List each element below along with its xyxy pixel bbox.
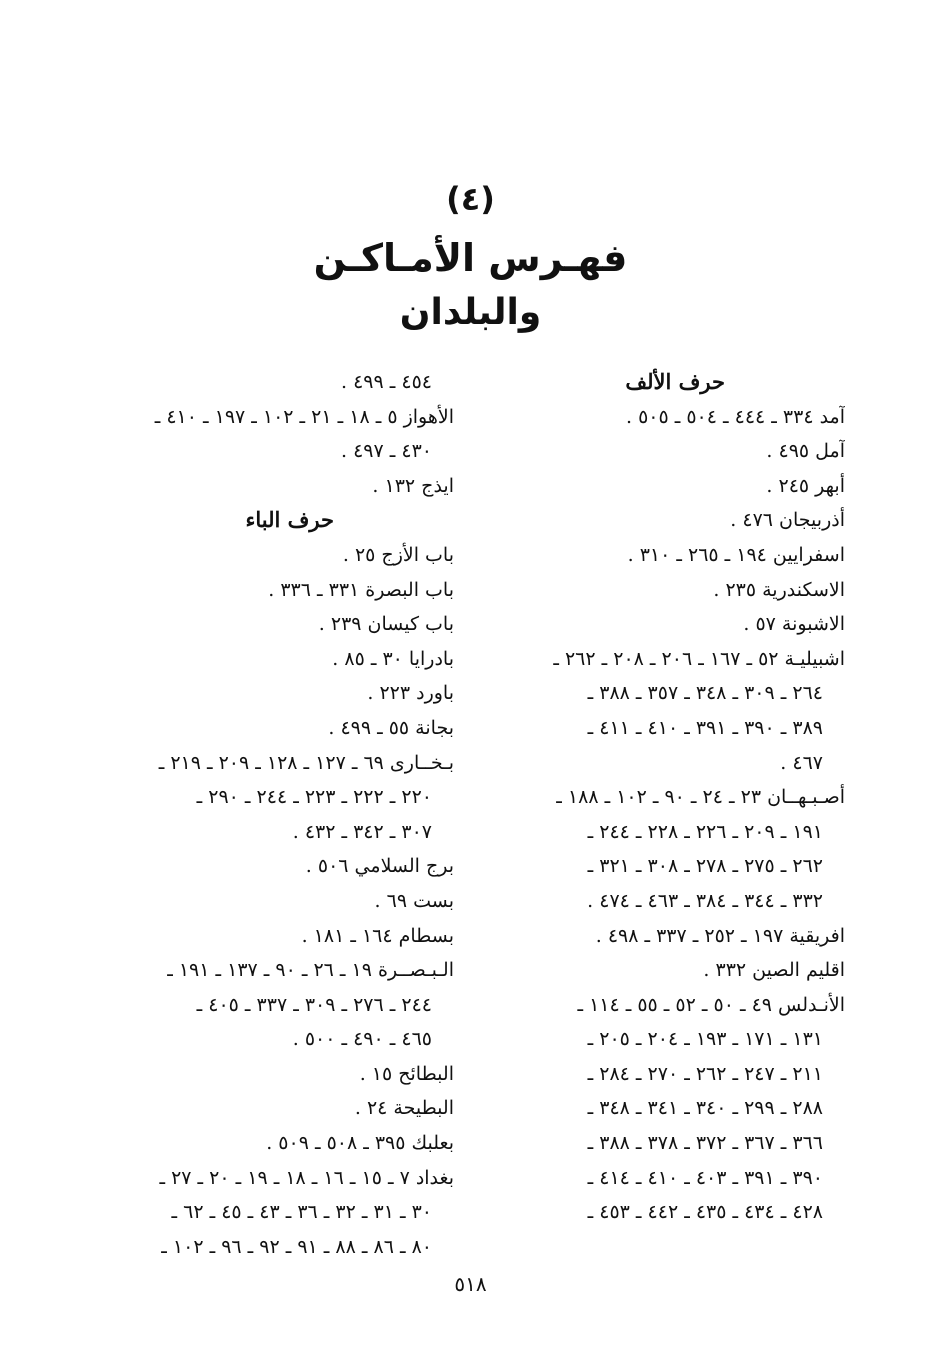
entry-continuation: ٣٠٧ ـ ٣٤٢ ـ ٤٣٢ . [292, 820, 432, 843]
index-entry: اشبيليـة ٥٢ ـ ١٦٧ ـ ٢٠٦ ـ ٢٠٨ ـ ٢٦٢ ـ [553, 647, 845, 670]
page-title: فهـرس الأمـاكـن [313, 236, 628, 280]
index-entry: باب البصرة ٣٣١ ـ ٣٣٦ . [268, 578, 454, 601]
index-entry: بجانة ٥٥ ـ ٤٩٩ . [328, 716, 454, 739]
entry-continuation: ٢٨٨ ـ ٢٩٩ ـ ٣٤٠ ـ ٣٤١ ـ ٣٤٨ ـ [587, 1097, 823, 1120]
index-entry: الأنـدلس ٤٩ ـ ٥٠ ـ ٥٢ ـ ٥٥ ـ ١١٤ ـ [577, 993, 845, 1016]
page-subtitle: والبلدان [399, 292, 542, 333]
entry-continuation: ٤٣٠ ـ ٤٩٧ . [341, 440, 432, 463]
entry-continuation: ٢٦٢ ـ ٢٧٥ ـ ٢٧٨ ـ ٣٠٨ ـ ٣٢١ ـ [587, 855, 823, 878]
index-entry: الـبـصــرة ١٩ ـ ٢٦ ـ ٩٠ ـ ١٣٧ ـ ١٩١ ـ [167, 959, 454, 982]
index-entry: باب كيسان ٢٣٩ . [318, 613, 454, 636]
index-entry: البطائح ١٥ . [359, 1062, 454, 1085]
index-entry: بسطام ١٦٤ ـ ١٨١ . [301, 924, 454, 947]
index-entry: ايذج ١٣٢ . [372, 474, 454, 497]
index-entry: بست ٦٩ . [374, 889, 454, 912]
index-entry: اقليم الصين ٣٣٢ . [703, 959, 845, 982]
index-entry: أصـبـهــان ٢٣ ـ ٢٤ ـ ٩٠ ـ ١٠٢ ـ ١٨٨ ـ [556, 786, 845, 809]
index-entry: آمل ٤٩٥ . [766, 440, 845, 463]
entry-continuation: ٢١١ ـ ٢٤٧ ـ ٢٦٢ ـ ٢٧٠ ـ ٢٨٤ ـ [587, 1062, 823, 1085]
entry-continuation: ١٣١ ـ ١٧١ ـ ١٩٣ ـ ٢٠٤ ـ ٢٠٥ ـ [587, 1028, 823, 1051]
entry-continuation: ٣٨٩ ـ ٣٩٠ ـ ٣٩١ ـ ٤١٠ ـ ٤١١ ـ [587, 716, 823, 739]
entry-continuation: ٤٥٤ ـ ٤٩٩ . [341, 371, 432, 393]
entry-continuation: ١٩١ ـ ٢٠٩ ـ ٢٢٦ ـ ٢٢٨ ـ ٢٤٤ ـ [587, 820, 823, 843]
index-entry: باب الأزج ٢٥ . [342, 543, 454, 566]
entry-continuation: ٤٦٧ . [780, 751, 823, 774]
section-number: (٤) [446, 180, 495, 218]
index-entry: أبهر ٢٤٥ . [766, 474, 845, 497]
entry-continuation: ٢٦٤ ـ ٣٠٩ ـ ٣٤٨ ـ ٣٥٧ ـ ٣٨٨ ـ [587, 682, 823, 705]
index-entry: برج السلامي ٥٠٦ . [305, 855, 454, 878]
index-entry: الاسكندرية ٢٣٥ . [713, 578, 845, 601]
index-entry: افريقية ١٩٧ ـ ٢٥٢ ـ ٣٣٧ ـ ٤٩٨ . [595, 924, 845, 947]
letter-heading: حرف الألف [625, 369, 725, 394]
entry-continuation: ٢٤٤ ـ ٢٧٦ ـ ٣٠٩ ـ ٣٣٧ ـ ٤٠٥ ـ [196, 993, 432, 1016]
entry-continuation: ٣٣٢ ـ ٣٤٤ ـ ٣٨٤ ـ ٤٦٣ ـ ٤٧٤ . [587, 889, 823, 912]
index-entry: أذربيجان ٤٧٦ . [730, 509, 845, 532]
entry-continuation: ٢٢٠ ـ ٢٢٢ ـ ٢٢٣ ـ ٢٤٤ ـ ٢٩٠ ـ [196, 786, 432, 809]
entry-continuation: ٤٢٨ ـ ٤٣٤ ـ ٤٣٥ ـ ٤٤٢ ـ ٤٥٣ ـ [587, 1201, 823, 1224]
index-entry: اسفرايين ١٩٤ ـ ٢٦٥ ـ ٣١٠ . [627, 543, 845, 566]
index-entry: آمد ٣٣٤ ـ ٤٤٤ ـ ٥٠٤ ـ ٥٠٥ . [625, 405, 845, 428]
left-column [100, 365, 454, 1264]
index-entry: الأهواز ٥ ـ ١٨ ـ ٢١ ـ ١٠٢ ـ ١٩٧ ـ ٤١٠ ـ [154, 405, 454, 428]
right-column [495, 365, 845, 1230]
letter-heading: حرف الباء [245, 507, 334, 533]
index-entry: بـخــارى ٦٩ ـ ١٢٧ ـ ١٢٨ ـ ٢٠٩ ـ ٢١٩ ـ [158, 751, 454, 774]
entry-continuation: ٤٦٥ ـ ٤٩٠ ـ ٥٠٠ . [292, 1028, 432, 1051]
entry-continuation: ٣٩٠ ـ ٣٩١ ـ ٤٠٣ ـ ٤١٠ ـ ٤١٤ ـ [587, 1166, 823, 1189]
index-entry: البطيحة ٢٤ . [354, 1097, 454, 1120]
page-number: ٥١٨ [454, 1272, 487, 1296]
index-entry: باورد ٢٢٣ . [367, 682, 454, 705]
entry-continuation: ٣٠ ـ ٣١ ـ ٣٢ ـ ٣٦ ـ ٤٣ ـ ٤٥ ـ ٦٢ ـ [171, 1201, 432, 1224]
index-entry: بعلبك ٣٩٥ ـ ٥٠٨ ـ ٥٠٩ . [266, 1132, 454, 1155]
index-entry: بادرايا ٣٠ ـ ٨٥ . [332, 647, 454, 670]
entry-continuation: ٨٠ ـ ٨٦ ـ ٨٨ ـ ٩١ ـ ٩٢ ـ ٩٦ ـ ١٠٢ ـ [161, 1235, 432, 1258]
index-entry: بغداد ٧ ـ ١٥ ـ ١٦ ـ ١٨ ـ ١٩ ـ ٢٠ ـ ٢٧ ـ [159, 1166, 454, 1189]
index-entry: الاشبونة ٥٧ . [743, 613, 845, 636]
entry-continuation: ٣٦٦ ـ ٣٦٧ ـ ٣٧٢ ـ ٣٧٨ ـ ٣٨٨ ـ [587, 1132, 823, 1155]
